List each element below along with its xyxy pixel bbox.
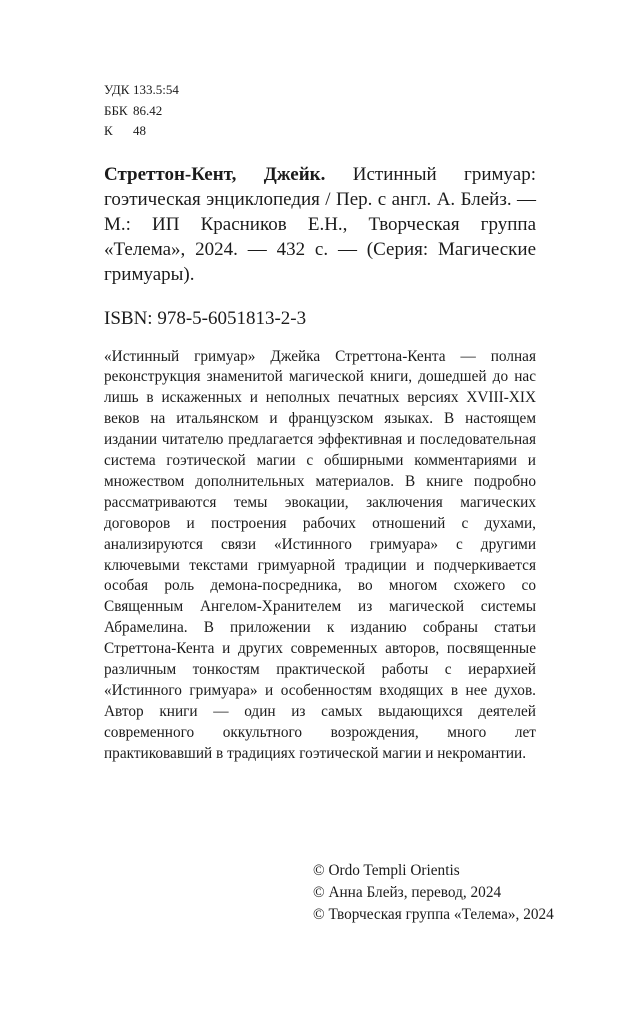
classification-key: УДК: [104, 82, 130, 97]
bibliographic-description: Истинный гримуар: гоэтическая энциклопедия / Пер. с англ. А. Блейз. — М.: ИП Красников Е.Н., Творческая группа «Телема», 2024. — 432 с. — (Серия: Магические гримуары).: [104, 163, 536, 285]
classification-value: 48: [133, 123, 146, 138]
classification-value: 133.5:54: [133, 82, 179, 97]
classification-value: 86.42: [133, 102, 163, 118]
classification-key: ББК: [104, 102, 128, 118]
classification-key: К: [104, 123, 113, 138]
copyright-block: [313, 860, 554, 926]
copyright-line: © Анна Блейз, перевод, 2024: [313, 884, 502, 901]
bibliographic-record: [104, 162, 536, 287]
classification-block: [104, 80, 536, 142]
copyright-line: © Ordo Templi Orientis: [313, 862, 460, 879]
author-name: Стреттон-Кент, Джейк.: [104, 163, 326, 185]
annotation-text: «Истинный гримуар» Джейка Стреттона-Кента — полная реконструкция знаменитой магической книги, дошедшей до нас лишь в искаженных и неполных печатных версиях XVIII-XIX веков на итальянском и французском языках. В настоящем издании читателю предлагается эффективная и последовательная система гоэтической магии с обширными комментариями и множеством дополнительных материалов. В книге подробно рассматриваются темы эвокации, заключения магических договоров и построения рабочих отношений с духами, анализируются связи «Истинного гримуара» с другими ключевыми текстами гримуарной традиции и подчеркивается особая роль демона-посредника, во многом схожего со Священным Ангелом-Хранителем из магической системы Абрамелина. В приложении к изданию собраны статьи Стреттона-Кента и других современных авторов, посвященные различным тонкостям практической работы с иерархией «Истинного гримуара» и особенностям входящих в нее духов. Автор книги — один из самых выдающихся деятелей современного оккультного возрождения, много лет практиковавший в традициях гоэтической магии и некромантии.: [104, 347, 536, 762]
imprint-page: [104, 80, 536, 780]
classification-row-udk: [104, 80, 536, 101]
classification-row-author-mark: [104, 121, 536, 142]
classification-row-bbk: [104, 101, 536, 122]
copyright-line: © Творческая группа «Телема», 2024: [313, 906, 554, 923]
isbn: ISBN: 978-5-6051813-2-3: [104, 307, 307, 329]
